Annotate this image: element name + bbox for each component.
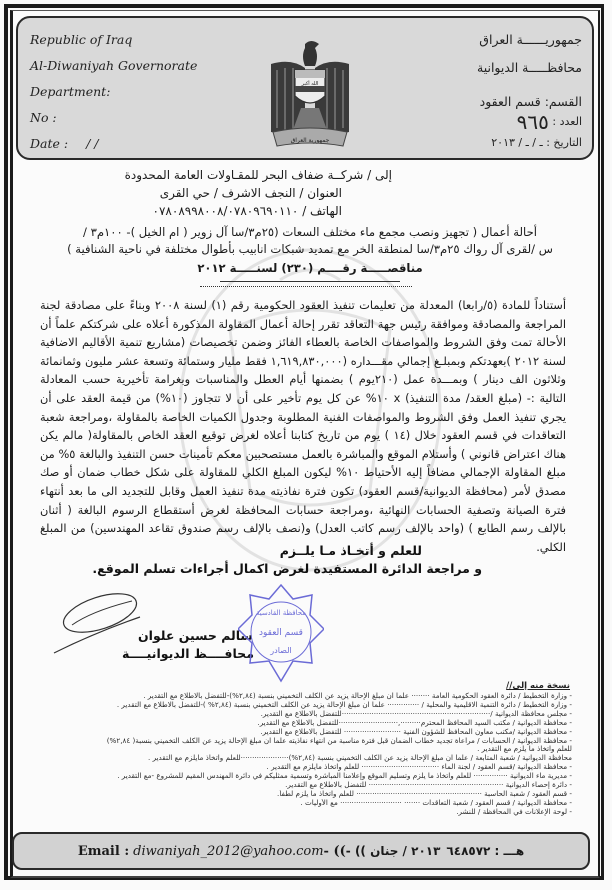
stamp-text-middle: قسم العقود — [259, 628, 303, 638]
header-number-label: العدد : — [552, 115, 582, 128]
stamp-text-bottom: الصادر — [270, 646, 292, 655]
cc-item: - محافظة الديوانية / مكتب السيد المحافظ المحترم·········,··························للتفضل بالاطلاع مع التقدير. — [257, 718, 572, 727]
subject-line-1: أحالة أعمال ( تجهيز ونصب مجمع ماء مختلف السعات (٢٥م٣/سا آل زوير ( ام الخيل )- ١٠٠م٣ / — [83, 225, 537, 239]
cc-item: - لوحة الإعلانات في المحافظة / للنشر. — [456, 807, 572, 816]
header-country-ar: جمهوريــــــة العراق — [479, 32, 582, 47]
cc-item: محافظة الديوانية / شعبة المتابعة / علما ان مبلغ الإحالة يزيد عن الكلف التخميني بنسبة (٢,٨٤%)·····················للعلم واتخاذ مايلزم مع التقدير . — [148, 754, 572, 763]
recipient-company: إلى / شركــة ضفاف البحر للمقـاولات العامة المحدودة — [124, 168, 392, 182]
recipient-phone: الهاتف / ٠٧٨٠٨٩٩٨٠٠٨/٠٧٨٠٩٦٩٠١١٠ — [152, 204, 342, 218]
header-date-label-ar: التاريخ : — [546, 136, 582, 149]
cc-item: - محافظة الديوانية / قسم العقود / شعبة التعاقدات ······· ··························· مع الأوليات . — [300, 798, 572, 807]
header-date-label-en: Date : — [30, 136, 69, 151]
signatory-name: سالم حسين علوان — [138, 628, 253, 643]
closing-line-2: و مراجعة الدائرة المستفيدة لغرض اكمال أجراءات تسلم الموقع. — [92, 561, 482, 576]
handwritten-signature-icon — [52, 585, 142, 655]
header-number-ar — [517, 110, 582, 134]
header-number-value: ٩٦٥ — [516, 110, 549, 134]
cc-item: - مديرية ماء الديوانية ··············· للعلم واتخاذ ما يلزم وتسليم الموقع وإعلامنا المباشرة وتسمية ممثليكم في دائرة المهندس المقيم للمشروع -مع التقدير . — [117, 772, 572, 781]
header-governorate-en: Al-Diwaniyah Governorate — [30, 58, 198, 73]
header-date-en — [30, 136, 98, 151]
official-stamp-icon — [238, 583, 324, 683]
header-date-ar — [491, 136, 582, 149]
tender-number: مناقصـــــة رقــــم (٢٣٠) لسنـــــة ٢٠١٢ — [197, 261, 423, 275]
cc-item: - وزارة التخطيط / دائرة التنمية الاقليمية والمحلية / ·············· علما ان مبلغ الإحالة يزيد عن الكلف التخميني بنسبة (٢,٨٤% )-للتفضل بالاطلاع مع التقدير . — [116, 700, 572, 709]
cc-item: - دائرة إحصاء الديوانية ··························································· للتفضل بالاطلاع مع التقدير. — [285, 781, 572, 790]
cc-item: - محافظة الديوانية /مكتب معاون المحافظ للشؤون الفنية ························· للتفضل بالاطلاع مع التقدير. — [260, 727, 572, 736]
body-paragraph: أستناداً للمادة (٥/رابعا) المعدلة من تعليمات تنفيذ العقود الحكومية رقم (١) لسنة ٢٠٠٨ وبناءً على مصادقة لجنة المراجعة والمصادقة وموافقة رئيس جهة التعاقد تقرر إحالة أعمال المقاولة المذكورة أعلاه على شركتكم علماً أن الأحالة تمت وفق الشروط والمواصفات الخاصة بالعطاء الفائز وضمن تخصيصات (مشاريع تنمية الأقاليم الاضافية لسنة ٢٠١٢ )بعهدتكم وبمبلـغ إجمالي مقـــداره (١,٦١٩,٨٣٠,٠٠٠ فقط مليار وستمائة وتسعة عشر مليون وثمانمائة وثلاثون الف دينار ) وبمـــدة عمل (٢١٠يوم ) بضمنها أيام العطل والمناسبات وبغرامة تأخيرية حسب المعادلة التالية :- (مبلغ العقد/ مدة التنفيذ) x ١٠% عن كل يوم تأخير على أن لا تتجاوز (١٠%) من قيمة العقد على أن يجري تنفيذ العمل وفق الشروط والمواصفات الفنية المطلوبة وجدول الكميات الخاصة بالمقاولة ،ومراجعة شعبة التعاقدات في قسم العقود خلال (١٤ ) يوم من تاريخ كتابنا أعلاه لغرض توقيع العقد الخاص بالمقاولة( مالم يكن هناك اعتراض قانوني ) وأستلام الموقع والمباشرة بالعمل مستصحبين معكم تأمينات حسن التنفيذ والبالغة ٥% من مبلغ المقاولة الإجمالي مضافاً إليه الأحتياط ١٠% ليكون المبلغ الكلي للمقاولة على شكل خطاب ضمان أو صك مصدق لأمر (محافظة الديوانية/قسم العقود) تكون فترة نفاذيته مدة تنفيذ العمل وقابل للتجديد الى ما بعد أنتهاء فترة الصيانة وتصفية الحسابات النهائية ،ومراجعة حسابات المحافظة لغرض أستقطاع الرسوم البالغة ( أثنان بالإلف رسم الطابع ) (واحد بالإلف رسم كاتب العدل) و(نصف بالإلف رسم صندوق تقاعد المهندسين) من المبلغ الكلي. — [40, 298, 567, 554]
cc-list — [40, 692, 572, 817]
cc-item: - مجلس محافظة الديوانية /·································································للتفضل بالاطلاع مع التقدير. — [260, 709, 572, 718]
emblem-banner-text: جمهورية العراق — [290, 137, 330, 144]
header-no-en: No : — [30, 110, 57, 125]
footer-email[interactable]: diwaniyah_2012@yahoo.com — [133, 843, 324, 859]
cc-item: - قسم العقود / شعبة الحاسبة ······················································· للعلم واتخاذ ما يلزم لطفاً. — [277, 789, 572, 798]
cc-item: - محافظة الديوانية / الحسابات / مراعاة تجديد خطاب الضمان قبل فترة مناسبة من انتهاء نفاذيته علما ان مبلغ الإحالة يزيد عن الكلف التخميني بنسبة( ٢,٨٤%) — [106, 736, 572, 745]
subject-line-2: س /لقرى آل رواك ٢٥م٣/سا لمنطقة الخر مع تمديد شبكات انابيب بأطوال مختلفة في ناحية الشنافية ) — [67, 242, 553, 256]
closing-line-1: للعلم و أتخـاذ مـا يلــزم — [279, 543, 422, 558]
header-date-slashes: / / — [86, 136, 99, 151]
cc-item: - محافظة الديوانية /قسم العقود / لجنة الماء ·································· للعلم واتخاذ مايلزم مع التقدير . — [266, 763, 572, 772]
cc-title: نسخة منه إلى// — [506, 681, 570, 691]
cc-item: للعلم واتخاذ ما يلزم مع التقدير . — [477, 745, 572, 754]
header-date-value-ar: ـ / ـ / ٢٠١٣ — [491, 136, 543, 149]
signatory-title: محافــــظ الديوانيــــة — [122, 646, 254, 661]
tender-underline — [220, 281, 400, 282]
footer-reference: ٢٠١٣ / جنان )) - — [345, 844, 441, 858]
emblem-text: الله أكبر — [301, 81, 319, 87]
header-department-ar: القسم: قسم العقود — [479, 94, 582, 109]
footer-email-label: Email : — [77, 843, 130, 859]
footer-separator: - (( — [323, 843, 346, 859]
recipient-address: العنوان / النجف الاشرف / حي القرى — [159, 186, 342, 200]
letterhead — [16, 16, 594, 160]
iraq-eagle-emblem-icon — [265, 36, 355, 154]
cc-item: - وزارة التخطيط / دائرة العقود الحكومية العامة ········ علما ان مبلغ الإحالة يزيد عن الكلف التخميني بنسبة (٢,٨٤%)-للتفضل بالاطلاع مع التقدير . — [143, 692, 572, 700]
footer-contact — [12, 832, 590, 870]
header-country-en: Republic of Iraq — [30, 32, 133, 47]
footer-phone: هـــ : ٦٤٨٥٧٢ — [446, 844, 525, 858]
stamp-text-top: محافظة القادسية — [255, 609, 307, 617]
dotted-separator — [200, 286, 412, 287]
header-department-en: Department: — [30, 84, 111, 99]
header-governorate-ar: محافظـــــة الديوانية — [477, 60, 582, 75]
